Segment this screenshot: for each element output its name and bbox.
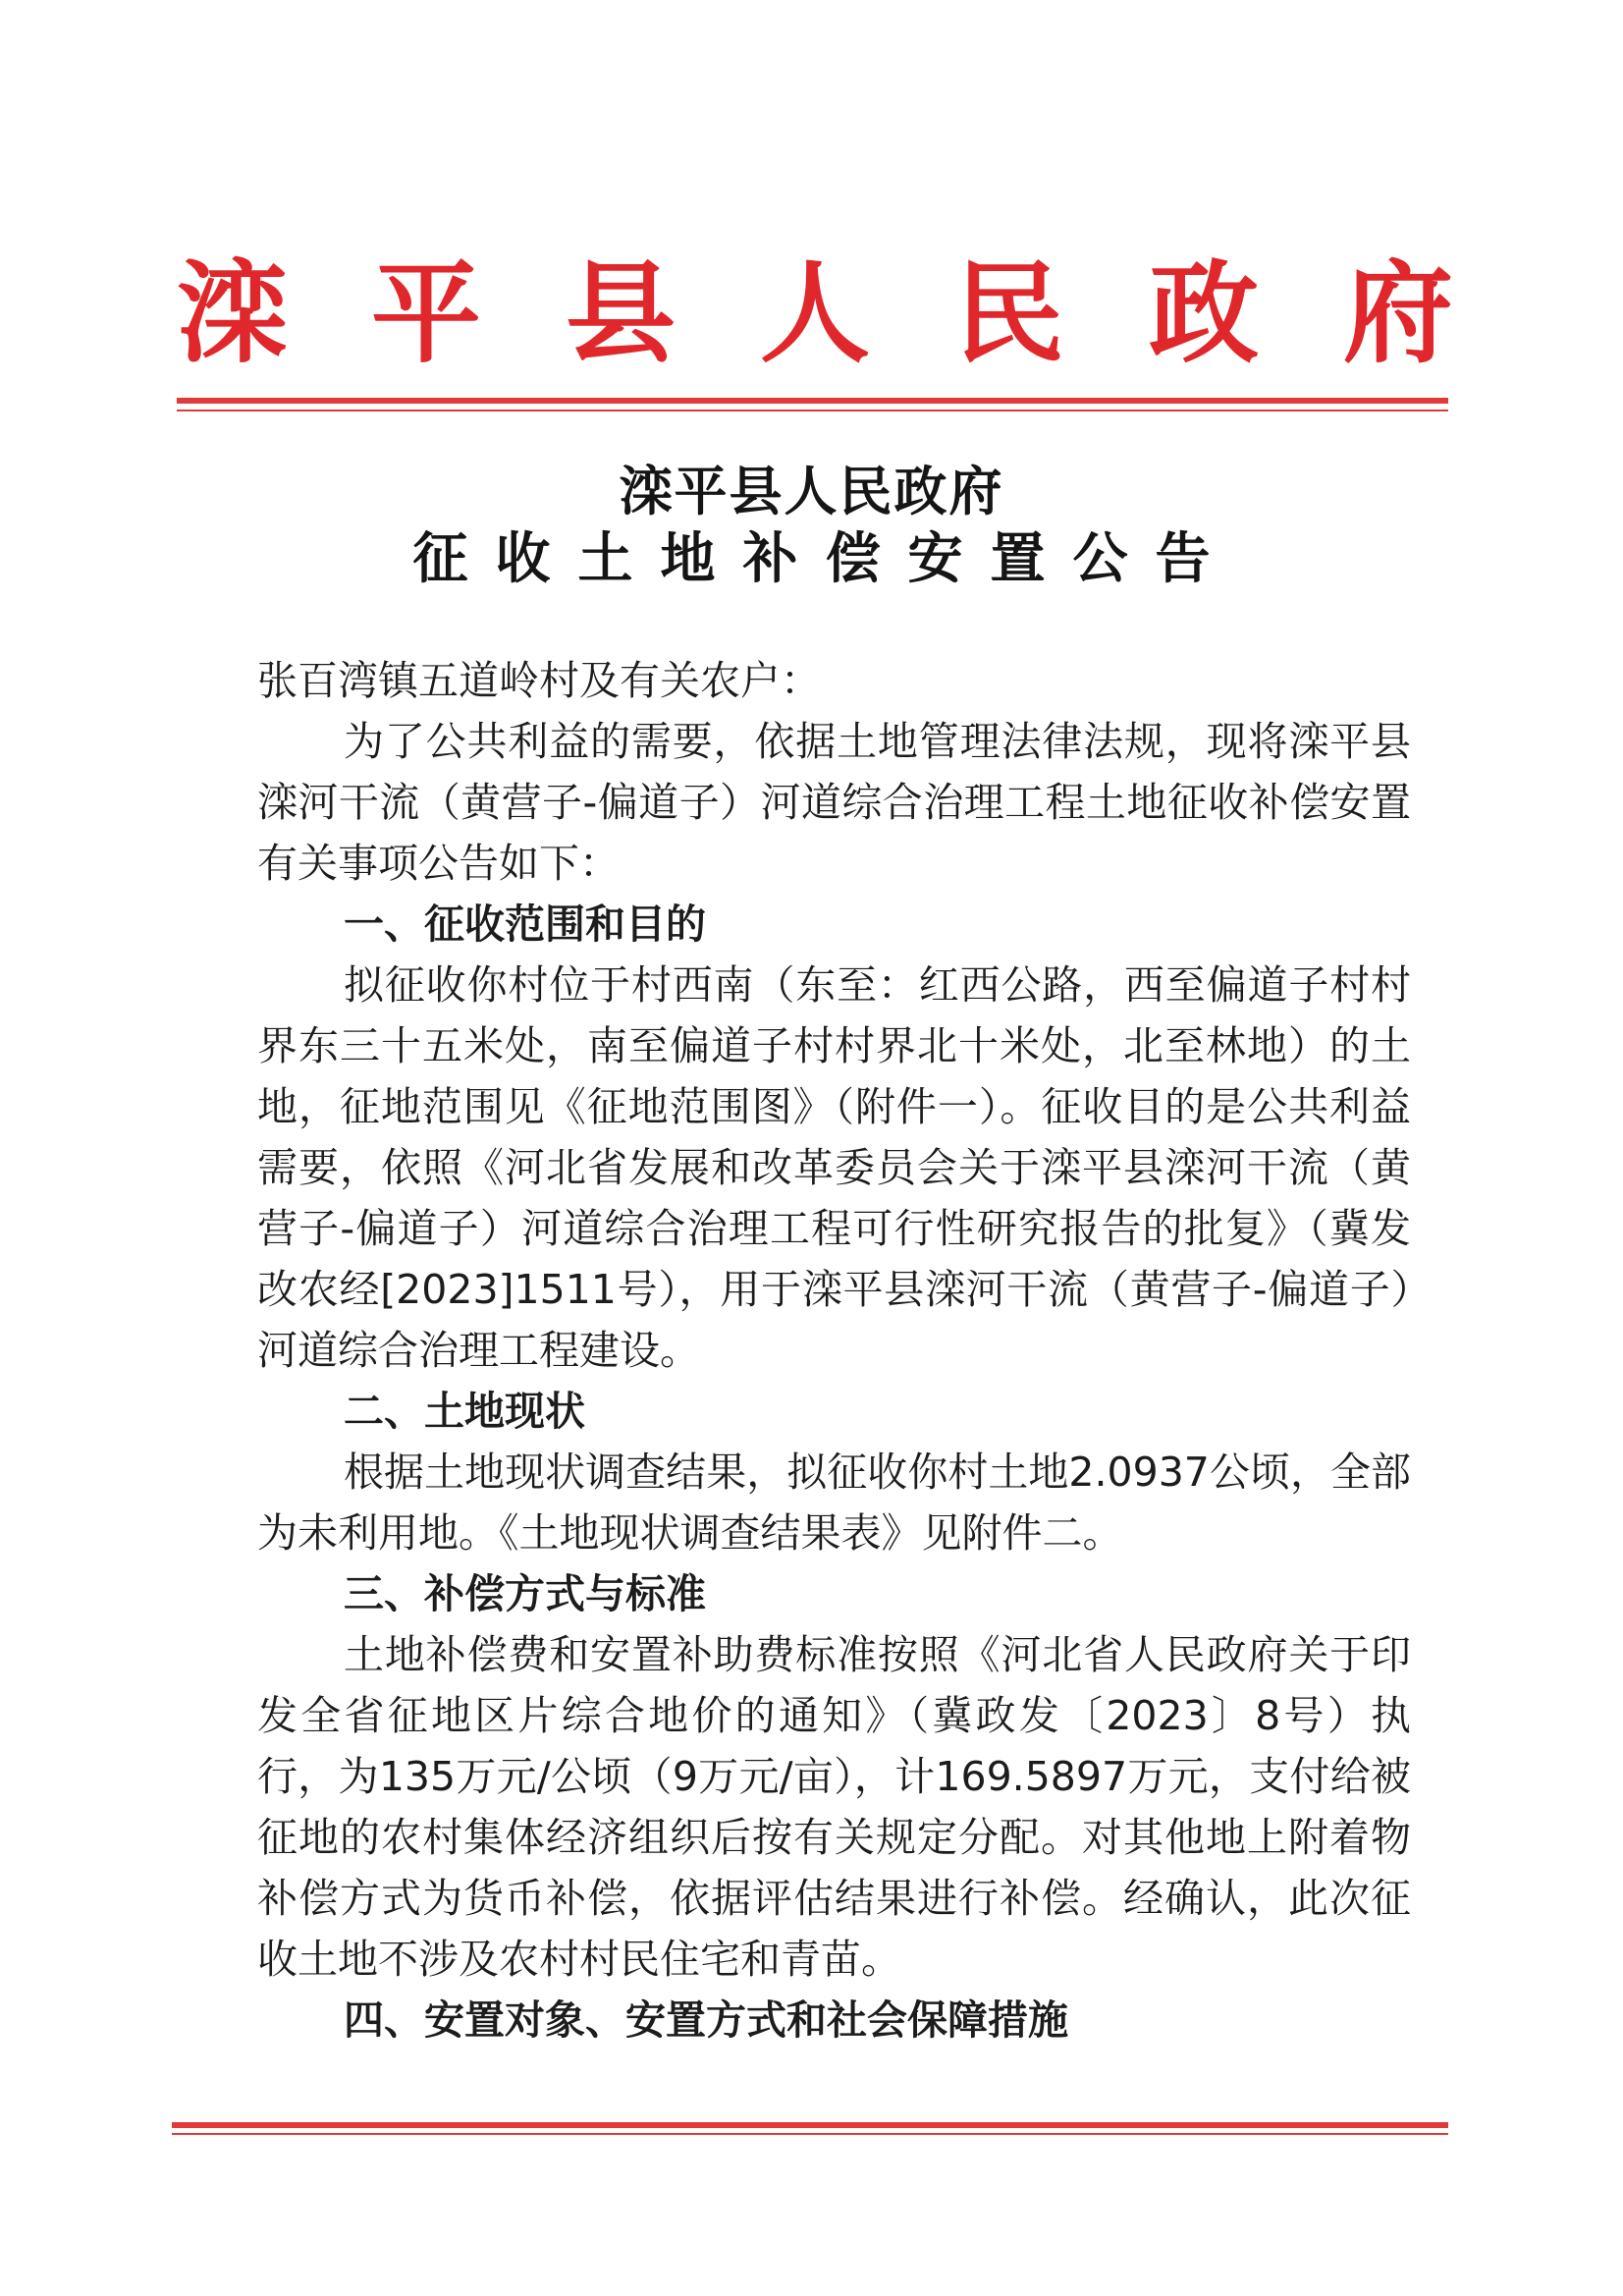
- document-title-issuer: 滦平县人民政府: [619, 460, 1004, 522]
- section-paragraph: 拟征收你村位于村西南（东至：红西公路，西至偏道子村村界东三十五米处，南至偏道子村村界北十米处，北至林地）的土地，征地范围见《征地范围图》（附件一）。征收目的是公共利益需要，依照《河北省发展和改革委员会关于滦平县滦河干流（黄营子-偏道子）河道综合治理工程可行性研究报告的批复》（冀发改农经[2023]1511号），用于滦平县滦河干流（黄营子-偏道子）河道综合治理工程建设。: [257, 961, 1411, 1374]
- letterhead-char: 政: [1149, 249, 1259, 378]
- letterhead-title: [177, 250, 1453, 378]
- intro-paragraph: 为了公共利益的需要，依据土地管理法律法规，现将滦平县滦河干流（黄营子-偏道子）河道综合治理工程土地征收补偿安置有关事项公告如下：: [257, 718, 1411, 887]
- letterhead-char: 县: [566, 249, 676, 378]
- letterhead-divider-thin: [177, 410, 1448, 411]
- section-heading: 四、安置对象、安置方式和社会保障措施: [344, 1996, 1068, 2044]
- letterhead-char: 府: [1343, 249, 1453, 378]
- letterhead-char: 人: [760, 249, 870, 378]
- footer-divider-thick: [172, 2122, 1448, 2128]
- section-paragraph: 土地补偿费和安置补助费标准按照《河北省人民政府关于印发全省征地区片综合地价的通知》（冀政发〔2023〕8号）执行，为135万元/公顷（9万元/亩），计169.5897万元，支付给被征地的农村集体经济组织后按有关规定分配。对其他地上附着物补偿方式为货币补偿，依据评估结果进行补偿。经确认，此次征收土地不涉及农村村民住宅和青苗。: [257, 1631, 1411, 1983]
- letterhead-divider-thick: [177, 398, 1448, 404]
- section-heading: 三、补偿方式与标准: [344, 1570, 706, 1617]
- section-heading: 一、征收范围和目的: [344, 901, 706, 948]
- salutation: 张百湾镇五道岭村及有关农户：: [257, 657, 821, 704]
- footer-divider-thin: [172, 2133, 1448, 2135]
- letterhead-char: 民: [954, 249, 1064, 378]
- section-heading: 二、土地现状: [344, 1388, 585, 1435]
- document-body: [257, 650, 1411, 2050]
- section-paragraph: 根据土地现状调查结果，拟征收你村土地2.0937公顷，全部为未利用地。《土地现状调查结果表》见附件二。: [257, 1449, 1411, 1557]
- letterhead-char: 平: [371, 249, 481, 378]
- letterhead-char: 滦: [177, 249, 287, 378]
- document-title-subject: 征收土地补偿安置公告: [412, 526, 1238, 591]
